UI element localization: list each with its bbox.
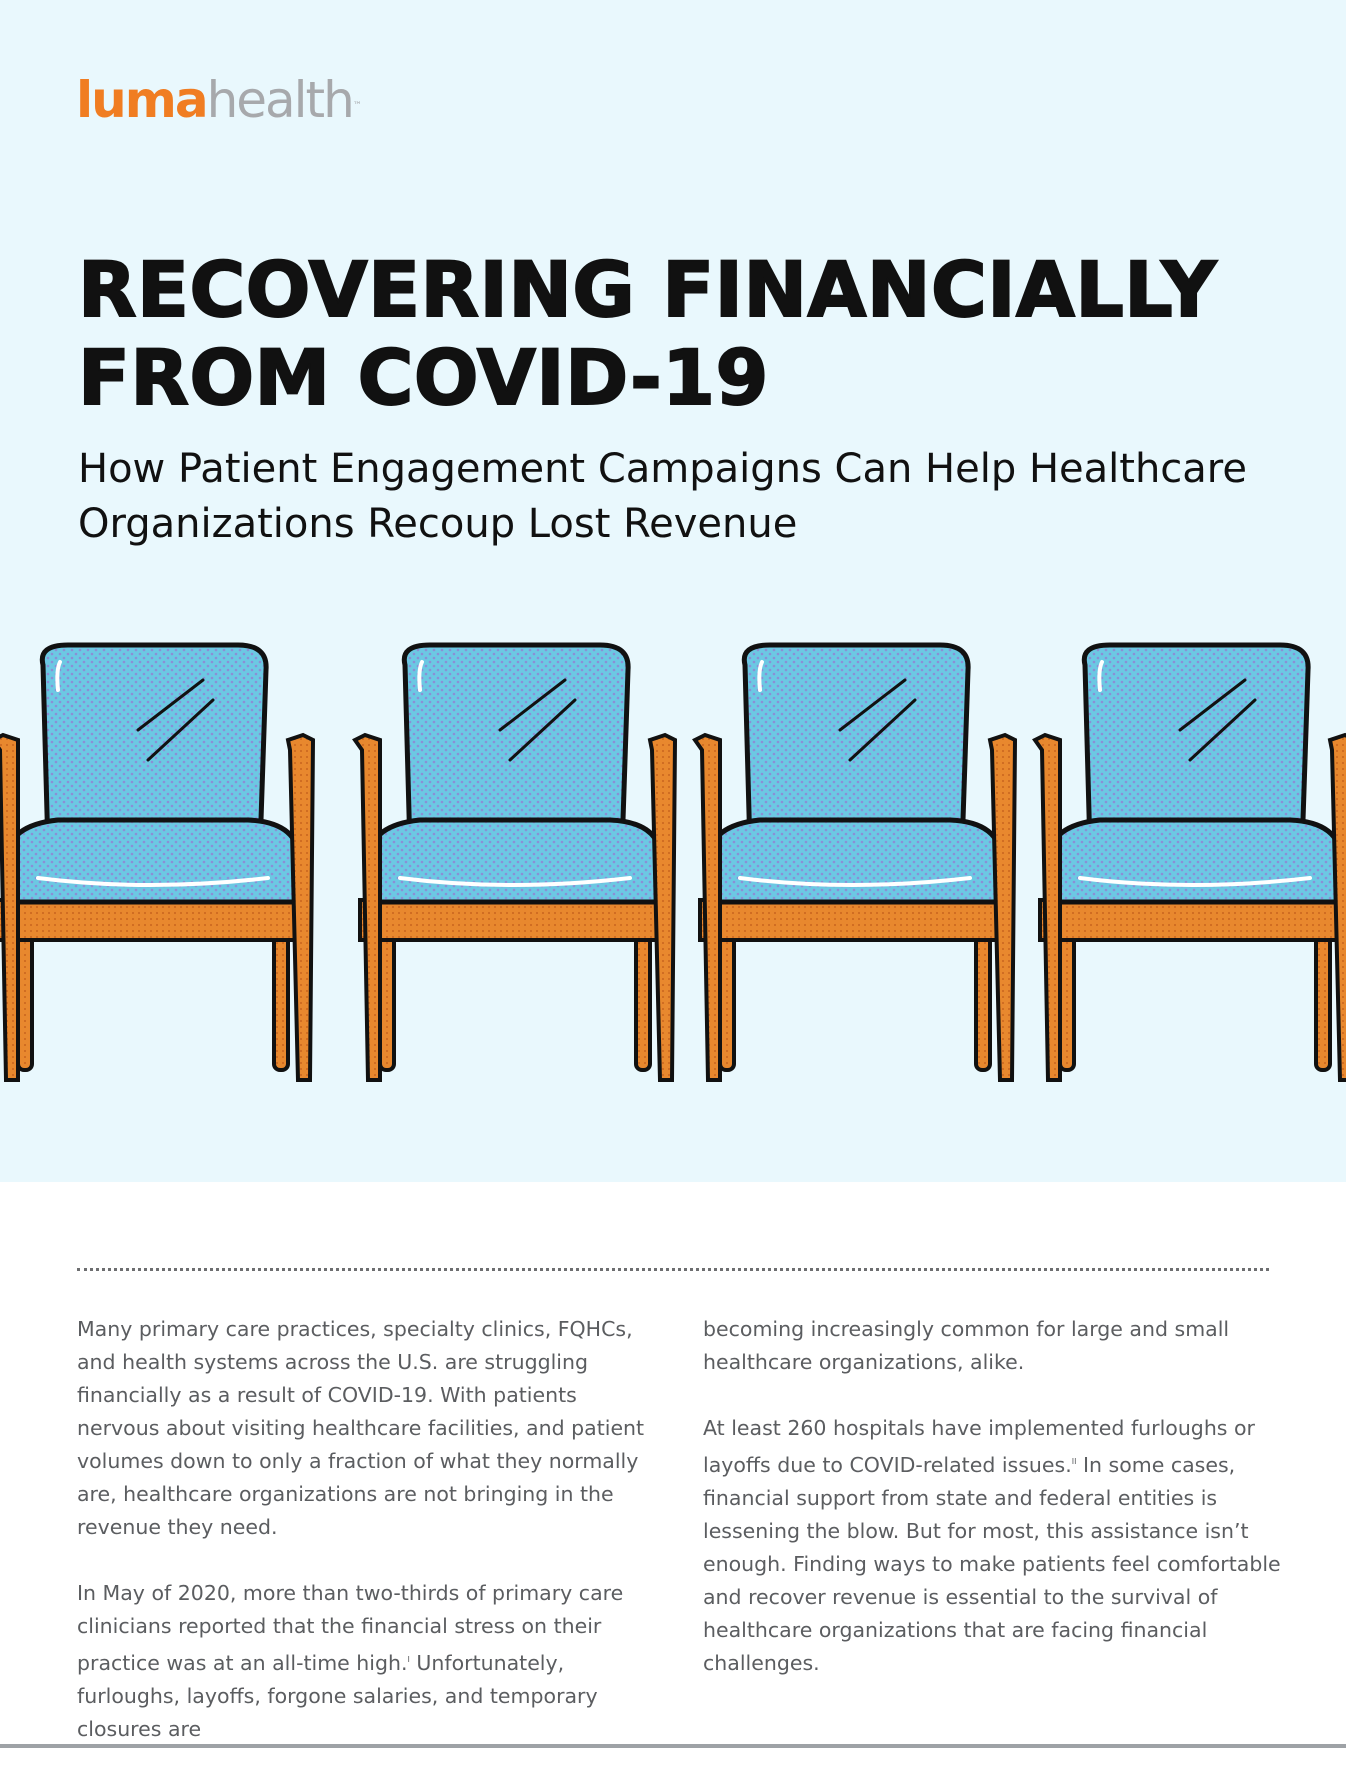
waiting-room-chairs-illustration [0, 640, 1346, 1120]
logo-luma-text: luma [76, 71, 207, 129]
chair-4 [1035, 645, 1346, 1080]
footer-rule [0, 1744, 1346, 1748]
chair-1 [0, 645, 313, 1080]
logo-trademark: ™ [352, 101, 362, 111]
footnote-ref: I [407, 1655, 410, 1664]
page-title [78, 246, 1278, 422]
section-divider [77, 1268, 1269, 1271]
paragraph-text: In some cases, financial support from state and federal entities is lessening the blow. But for most, this assistance isn’t enough. Finding ways to make patients feel comfortable and recover revenue is essential to the survival of healthcare organizations that are facing financial challenges. [703, 1452, 1281, 1675]
footnote-ref: II [1071, 1457, 1077, 1466]
paragraph-text: At least 260 hospitals have implemented furloughs or layoffs due to COVID-related issues. [703, 1416, 1255, 1477]
body-column-left [77, 1313, 647, 1779]
paragraph-text: Unfortunately, furloughs, layoffs, forgone salaries, and temporary closures are [77, 1650, 598, 1741]
subtitle-line-2: Organizations Recoup Lost Revenue [78, 501, 798, 547]
luma-health-logo [76, 70, 362, 130]
body-paragraph [77, 1577, 647, 1746]
subtitle-line-1: How Patient Engagement Campaigns Can Help Healthcare [78, 446, 1247, 492]
body-paragraph: Many primary care practices, specialty clinics, FQHCs, and health systems across the U.S. are struggling financially as a result of COVID-19. With patients nervous about visiting healthcare facilities, and patient volumes down to only a fraction of what they normally are, healthcare organizations are not bringing in the revenue they need. [77, 1317, 645, 1539]
title-line-2: FROM COVID-19 [78, 333, 769, 422]
body-paragraph [703, 1412, 1283, 1680]
chair-3 [695, 645, 1015, 1080]
logo-health-text: health [206, 71, 353, 129]
title-line-1: RECOVERING FINANCIALLY [78, 245, 1217, 334]
body-paragraph: becoming increasingly common for large and small healthcare organizations, alike. [703, 1317, 1230, 1374]
chair-2 [355, 645, 675, 1080]
paragraph-text: In May of 2020, more than two-thirds of primary care clinicians reported that the financial stress on their practice was at an all-time high. [77, 1581, 624, 1675]
body-column-right [703, 1313, 1283, 1713]
page-subtitle [78, 442, 1278, 552]
